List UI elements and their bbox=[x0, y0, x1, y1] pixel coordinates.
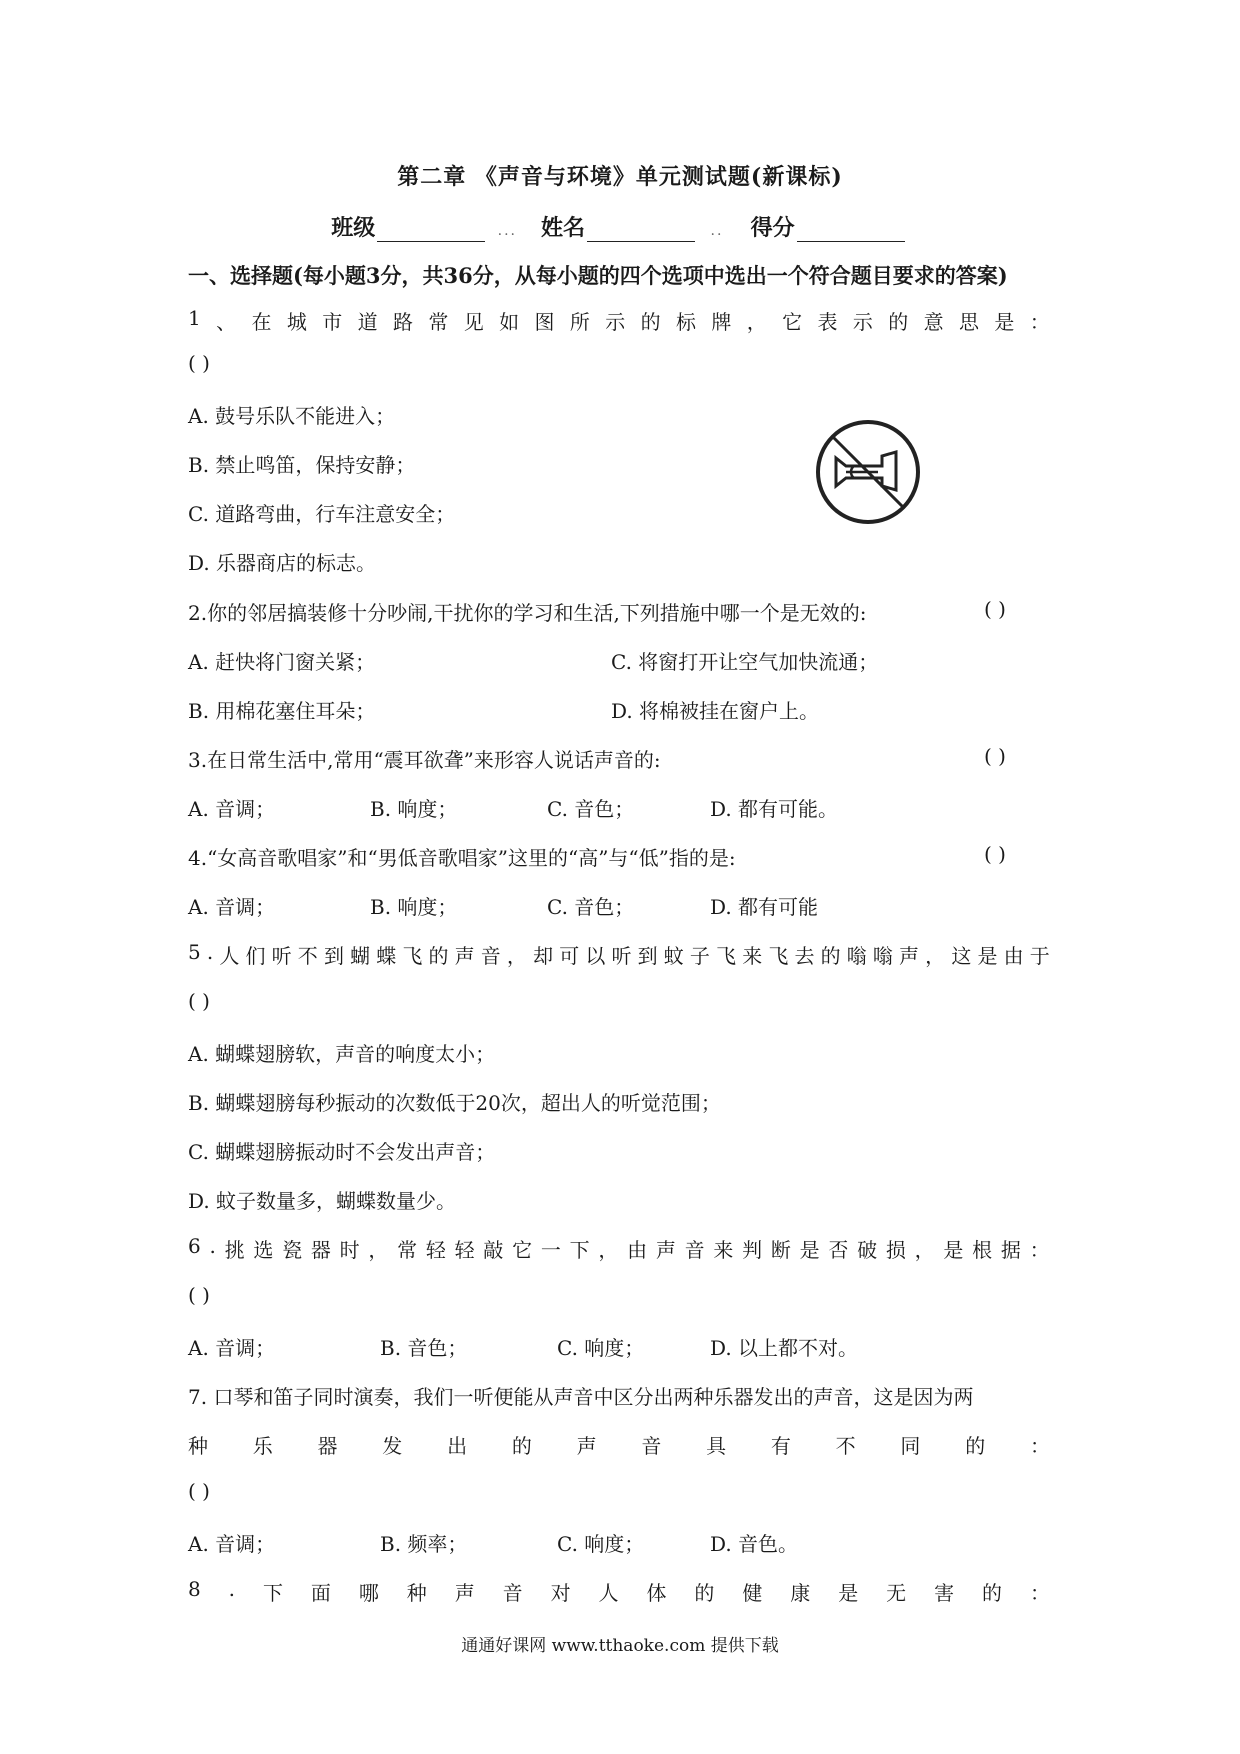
q2-option-a: A. 赶快将门窗关紧； bbox=[188, 650, 376, 674]
stem-char: 挑 bbox=[224, 1238, 245, 1262]
stem-char: 器 bbox=[317, 1434, 338, 1458]
stem-char: 种 bbox=[406, 1581, 427, 1605]
stem-char: 5 bbox=[188, 940, 201, 964]
stem-char: 据 bbox=[1000, 1238, 1021, 1262]
stem-char: 意 bbox=[923, 310, 944, 334]
stem-char: 哪 bbox=[358, 1581, 379, 1605]
q6-option-a: A. 音调； bbox=[188, 1336, 276, 1360]
q7-stem-line1: 7. 口琴和笛子同时演奏，我们一听便能从声音中区分出两种乐器发出的声音，这是因为两 bbox=[188, 1385, 974, 1409]
stem-char: 面 bbox=[310, 1581, 331, 1605]
q2-option-d: D. 将棉被挂在窗户上。 bbox=[611, 699, 820, 723]
stem-char: 的 bbox=[965, 1434, 986, 1458]
stem-char: 来 bbox=[742, 944, 763, 968]
stem-char: 道 bbox=[357, 310, 378, 334]
stem-char: 的 bbox=[511, 1434, 532, 1458]
stem-char: 有 bbox=[770, 1434, 791, 1458]
stem-char: ： bbox=[1029, 310, 1050, 334]
stem-char: 种 bbox=[188, 1434, 208, 1458]
stem-char: 判 bbox=[742, 1238, 763, 1262]
stem-char: 飞 bbox=[768, 944, 789, 968]
q3-bracket: ( ) bbox=[984, 744, 1006, 768]
q7-option-c: C. 响度； bbox=[557, 1532, 645, 1556]
q5-option-d: D. 蚊子数量多，蝴蝶数量少。 bbox=[188, 1189, 457, 1213]
stem-char: 选 bbox=[253, 1238, 274, 1262]
stem-char: 具 bbox=[706, 1434, 727, 1458]
q5-stem bbox=[188, 940, 1050, 969]
q7-option-a: A. 音调； bbox=[188, 1532, 276, 1556]
stem-char: 的 bbox=[428, 944, 449, 968]
stem-char: 8 bbox=[188, 1577, 201, 1601]
q3-option-b: B. 响度； bbox=[370, 797, 458, 821]
stem-char: 音 bbox=[502, 1581, 523, 1605]
class-label: 班级 bbox=[331, 215, 376, 241]
stem-char: 到 bbox=[637, 944, 658, 968]
stem-char: 1 bbox=[188, 306, 201, 330]
stem-char: 下 bbox=[569, 1238, 590, 1262]
stem-char: 不 bbox=[835, 1434, 856, 1458]
stem-char: 听 bbox=[271, 944, 292, 968]
q7-stem-line2 bbox=[188, 1430, 1050, 1459]
stem-char: 的 bbox=[820, 944, 841, 968]
stem-char: 路 bbox=[392, 310, 413, 334]
stem-char: 以 bbox=[585, 944, 606, 968]
score-blank bbox=[797, 219, 905, 242]
stem-char: 蚊 bbox=[663, 944, 684, 968]
stem-char: 是 bbox=[943, 1238, 964, 1262]
stem-char: 人 bbox=[219, 944, 240, 968]
q6-option-d: D. 以上都不对。 bbox=[710, 1336, 859, 1360]
stem-char: 它 bbox=[512, 1238, 533, 1262]
stem-char: 害 bbox=[934, 1581, 955, 1605]
stem-char: 6 bbox=[188, 1234, 201, 1258]
q6-bracket: ( ) bbox=[188, 1283, 210, 1307]
q5-bracket: ( ) bbox=[188, 989, 210, 1013]
stem-char: 嗡 bbox=[872, 944, 893, 968]
stem-char: 音 bbox=[684, 1238, 705, 1262]
stem-char: ， bbox=[914, 1238, 935, 1262]
stem-char: 声 bbox=[454, 944, 475, 968]
stem-char: 音 bbox=[480, 944, 501, 968]
stem-char: . bbox=[206, 940, 214, 964]
dots: .. bbox=[710, 223, 724, 239]
stem-char: 的 bbox=[982, 1581, 1003, 1605]
stem-char: ， bbox=[925, 944, 946, 968]
stem-char: 损 bbox=[885, 1238, 906, 1262]
q3-stem: 3.在日常生活中,常用“震耳欲聋”来形容人说话声音的: bbox=[188, 748, 661, 772]
section-heading: 一、选择题(每小题3分，共36分，从每小题的四个选项中选出一个符合题目要求的答案) bbox=[188, 263, 1008, 288]
q1-option-b: B. 禁止鸣笛，保持安静； bbox=[188, 453, 416, 477]
page-title: 第二章 《声音与环境》单元测试题(新课标) bbox=[397, 164, 843, 190]
stem-char: 是 bbox=[799, 1238, 820, 1262]
stem-char: 的 bbox=[640, 310, 661, 334]
q1-option-a: A. 鼓号乐队不能进入； bbox=[188, 404, 396, 428]
stem-char: 示 bbox=[605, 310, 626, 334]
stem-char: 可 bbox=[559, 944, 580, 968]
stem-char: 发 bbox=[382, 1434, 403, 1458]
name-blank bbox=[587, 219, 695, 242]
stem-char: 这 bbox=[951, 944, 972, 968]
q4-option-b: B. 响度； bbox=[370, 895, 458, 919]
stem-char: 蝴 bbox=[350, 944, 371, 968]
student-info-line bbox=[0, 211, 1240, 242]
stem-char: 去 bbox=[794, 944, 815, 968]
stem-char: 轻 bbox=[454, 1238, 475, 1262]
stem-char: 音 bbox=[641, 1434, 662, 1458]
stem-char: 体 bbox=[646, 1581, 667, 1605]
stem-char: 断 bbox=[770, 1238, 791, 1262]
stem-char: 一 bbox=[540, 1238, 561, 1262]
q1-option-d: D. 乐器商店的标志。 bbox=[188, 551, 377, 575]
stem-char: 健 bbox=[742, 1581, 763, 1605]
stem-char: 声 bbox=[454, 1581, 475, 1605]
q1-stem bbox=[188, 306, 1050, 335]
q4-option-d: D. 都有可能 bbox=[710, 895, 819, 919]
stem-char: 表 bbox=[817, 310, 838, 334]
stem-char: 瓷 bbox=[282, 1238, 303, 1262]
stem-char: 牌 bbox=[711, 310, 732, 334]
stem-char: 示 bbox=[852, 310, 873, 334]
stem-char: 于 bbox=[1029, 944, 1050, 968]
name-label: 姓名 bbox=[540, 215, 585, 241]
stem-char: 器 bbox=[310, 1238, 331, 1262]
stem-char: 所 bbox=[569, 310, 590, 334]
q4-option-c: C. 音色； bbox=[547, 895, 635, 919]
stem-char: 嗡 bbox=[846, 944, 867, 968]
q4-bracket: ( ) bbox=[984, 842, 1006, 866]
stem-char: 声 bbox=[899, 944, 920, 968]
q2-option-c: C. 将窗打开让空气加快流通； bbox=[611, 650, 879, 674]
stem-char: ， bbox=[598, 1238, 619, 1262]
stem-char: 否 bbox=[828, 1238, 849, 1262]
stem-char: 市 bbox=[322, 310, 343, 334]
stem-char: 的 bbox=[888, 310, 909, 334]
stem-char: 在 bbox=[251, 310, 272, 334]
stem-char: 蝶 bbox=[376, 944, 397, 968]
stem-char: 如 bbox=[499, 310, 520, 334]
q2-stem: 2.你的邻居搞装修十分吵闹,干扰你的学习和生活,下列措施中哪一个是无效的: bbox=[188, 601, 867, 625]
stem-char: 下 bbox=[262, 1581, 283, 1605]
stem-char: 、 bbox=[216, 310, 237, 334]
q7-option-b: B. 频率； bbox=[380, 1532, 468, 1556]
class-blank bbox=[377, 219, 485, 242]
stem-char: ， bbox=[368, 1238, 389, 1262]
stem-char: 不 bbox=[297, 944, 318, 968]
stem-char: 由 bbox=[1003, 944, 1024, 968]
stem-char: ： bbox=[1029, 1581, 1050, 1605]
q3-option-c: C. 音色； bbox=[547, 797, 635, 821]
q4-stem: 4.“女高音歌唱家”和“男低音歌唱家”这里的“高”与“低”指的是: bbox=[188, 846, 736, 870]
q5-option-a: A. 蝴蝶翅膀软，声音的响度太小； bbox=[188, 1042, 496, 1066]
q7-option-d: D. 音色。 bbox=[710, 1532, 799, 1556]
dots: ... bbox=[497, 223, 517, 239]
stem-char: 来 bbox=[713, 1238, 734, 1262]
q6-option-c: C. 响度； bbox=[557, 1336, 645, 1360]
stem-char: 标 bbox=[675, 310, 696, 334]
q1-bracket: ( ) bbox=[188, 351, 210, 375]
q2-option-b: B. 用棉花塞住耳朵； bbox=[188, 699, 376, 723]
stem-char: 飞 bbox=[716, 944, 737, 968]
q6-stem bbox=[188, 1234, 1050, 1263]
stem-char: 常 bbox=[428, 310, 449, 334]
stem-char: 到 bbox=[323, 944, 344, 968]
stem-char: 出 bbox=[447, 1434, 468, 1458]
stem-char: 时 bbox=[339, 1238, 360, 1262]
stem-char: 是 bbox=[994, 310, 1015, 334]
q5-option-c: C. 蝴蝶翅膀振动时不会发出声音； bbox=[188, 1140, 496, 1164]
stem-char: 却 bbox=[533, 944, 554, 968]
stem-char: 思 bbox=[958, 310, 979, 334]
q5-option-b: B. 蝴蝶翅膀每秒振动的次数低于20次，超出人的听觉范围； bbox=[188, 1091, 721, 1115]
stem-char: 们 bbox=[245, 944, 266, 968]
stem-char: . bbox=[228, 1577, 236, 1601]
stem-char: 乐 bbox=[252, 1434, 273, 1458]
stem-char: 敲 bbox=[483, 1238, 504, 1262]
stem-char: 根 bbox=[972, 1238, 993, 1262]
stem-char: 轻 bbox=[425, 1238, 446, 1262]
stem-char: 是 bbox=[838, 1581, 859, 1605]
stem-char: 常 bbox=[397, 1238, 418, 1262]
q2-bracket: ( ) bbox=[984, 597, 1006, 621]
footer-source: 通通好课网 www.tthaoke.com 提供下载 bbox=[461, 1636, 779, 1656]
stem-char: 声 bbox=[655, 1238, 676, 1262]
stem-char: 城 bbox=[286, 310, 307, 334]
stem-char: . bbox=[209, 1234, 216, 1258]
stem-char: ： bbox=[1029, 1434, 1050, 1458]
stem-char: 破 bbox=[857, 1238, 878, 1262]
stem-char: 听 bbox=[611, 944, 632, 968]
q1-option-c: C. 道路弯曲，行车注意安全； bbox=[188, 502, 456, 526]
q6-option-b: B. 音色； bbox=[380, 1336, 468, 1360]
stem-char: 同 bbox=[900, 1434, 921, 1458]
stem-char: 子 bbox=[689, 944, 710, 968]
stem-char: 人 bbox=[598, 1581, 619, 1605]
stem-char: ， bbox=[746, 310, 767, 334]
stem-char: 是 bbox=[977, 944, 998, 968]
stem-char: 图 bbox=[534, 310, 555, 334]
stem-char: ： bbox=[1029, 1238, 1050, 1262]
stem-char: 无 bbox=[886, 1581, 907, 1605]
stem-char: 由 bbox=[627, 1238, 648, 1262]
stem-char: 飞 bbox=[402, 944, 423, 968]
stem-char: ， bbox=[506, 944, 527, 968]
stem-char: 它 bbox=[782, 310, 803, 334]
q3-option-a: A. 音调； bbox=[188, 797, 276, 821]
stem-char: 对 bbox=[550, 1581, 571, 1605]
no-horn-sign-icon bbox=[812, 416, 924, 528]
q7-bracket: ( ) bbox=[188, 1479, 210, 1503]
q8-stem bbox=[188, 1577, 1050, 1606]
stem-char: 声 bbox=[576, 1434, 597, 1458]
q3-option-d: D. 都有可能。 bbox=[710, 797, 839, 821]
score-label: 得分 bbox=[750, 215, 795, 241]
stem-char: 康 bbox=[790, 1581, 811, 1605]
stem-char: 的 bbox=[694, 1581, 715, 1605]
stem-char: 见 bbox=[463, 310, 484, 334]
q4-option-a: A. 音调； bbox=[188, 895, 276, 919]
